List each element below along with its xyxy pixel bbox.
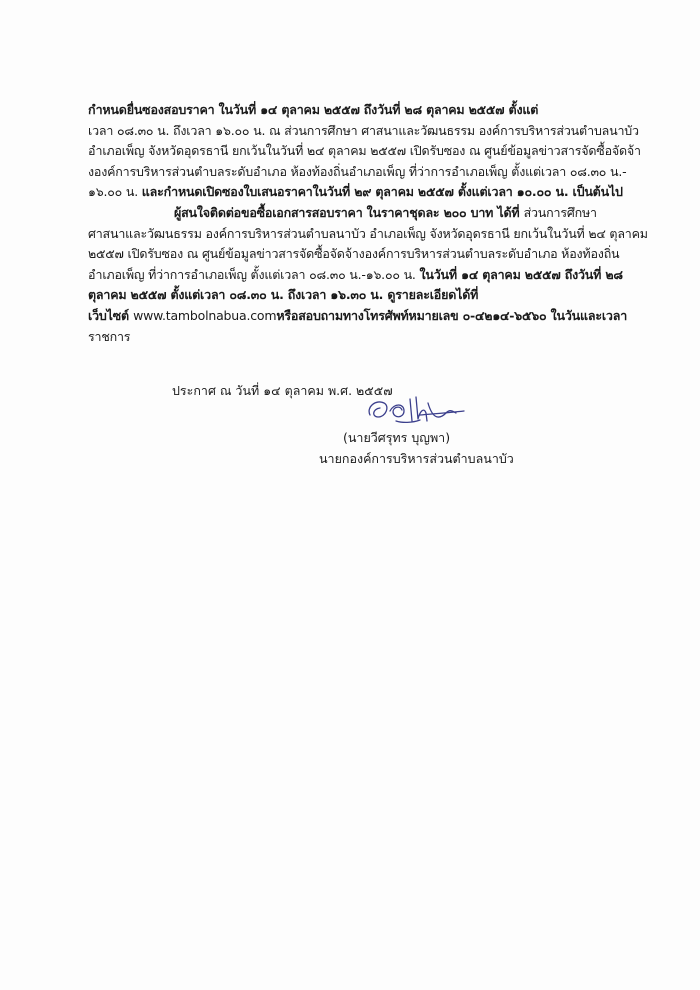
body-text-segment: ๑๖.๐๐ น. bbox=[88, 184, 142, 200]
body-text-segment: ส่วนการศึกษา bbox=[523, 204, 597, 220]
body-line bbox=[88, 306, 628, 327]
body-text-segment: กำหนดยื่นซองสอบราคา ในวันที่ ๑๔ ตุลาคม ๒๕๕๗ ถึงวันที่ ๒๘ ตุลาคม ๒๕๕๗ ตั้งแต่ bbox=[88, 102, 539, 117]
body-text-segment: ผู้สนใจติดต่อขอซื้อเอกสารสอบราคา ในราคาชุดละ ๒๐๐ บาท ได้ที่ bbox=[174, 204, 524, 220]
body-text-segment: www.tambolnabua.com bbox=[133, 307, 277, 323]
body-line bbox=[88, 141, 641, 162]
body-text-segment: เว็บไซต์ bbox=[88, 307, 134, 323]
body-text-segment: ในวันที่ ๑๔ ตุลาคม ๒๕๕๗ ถึงวันที่ ๒๘ bbox=[419, 266, 623, 282]
signer-name: (นายวีศรุทร บุญพา) bbox=[343, 430, 451, 445]
body-line bbox=[88, 121, 639, 142]
body-line bbox=[88, 265, 628, 286]
body-line bbox=[88, 285, 628, 306]
body-text-segment: ๒๕๕๗ เปิดรับซอง ณ ศูนย์ข้อมูลข่าวสารจัดซื้อจัดจ้างองค์การบริหารส่วนตำบลระดับอำเภอ ห้องท้องถิ่น bbox=[88, 246, 620, 262]
body-line bbox=[88, 327, 628, 348]
body-text-segment: อำเภอเพ็ญ ที่ว่าการอำเภอเพ็ญ ตั้งแต่เวลา ๐๘.๓๐ น.-๑๖.๐๐ น. bbox=[88, 266, 420, 282]
body-text-segment: งองค์การบริหารส่วนตำบลระดับอำเภอ ห้องท้องถิ่นอำเภอเพ็ญ ที่ว่าการอำเภอเพ็ญ ตั้งแต่เวลา ๐๘.๓๐ น.- bbox=[88, 163, 627, 179]
body-line bbox=[88, 182, 628, 203]
body-text-segment: เวลา ๐๘.๓๐ น. ถึงเวลา ๑๖.๐๐ น. ณ ส่วนการศึกษา ศาสนาและวัฒนธรรม องค์การบริหารส่วนตำบลนาบัว bbox=[88, 122, 639, 138]
handwritten-signature bbox=[360, 393, 470, 429]
announcement-body bbox=[88, 100, 648, 347]
body-text-segment: หรือสอบถามทางโทรศัพท์หมายเลข ๐-๔๒๑๔-๖๕๖๐ ในวันและเวลา bbox=[276, 307, 628, 323]
signer-title: นายกองค์การบริหารส่วนตำบลนาบัว bbox=[319, 451, 514, 466]
body-line bbox=[88, 100, 628, 121]
body-text-segment: ศาสนาและวัฒนธรรม องค์การบริหารส่วนตำบลนาบัว อำเภอเพ็ญ จังหวัดอุดรธานี ยกเว้นในวันที่ ๒๔ ตุลาคม bbox=[88, 225, 648, 241]
body-text-segment: ตุลาคม ๒๕๕๗ ตั้งแต่เวลา ๐๘.๓๐ น. ถึงเวลา ๑๖.๓๐ น. ดูรายละเอียดได้ที่ bbox=[88, 287, 479, 303]
announcement-date: ประกาศ ณ วันที่ ๑๔ ตุลาคม พ.ศ. ๒๕๕๗ bbox=[172, 383, 393, 398]
body-text-segment: ราชการ bbox=[88, 328, 131, 344]
body-line bbox=[88, 162, 628, 183]
body-line bbox=[88, 244, 628, 265]
body-text-segment: อำเภอเพ็ญ จังหวัดอุดรธานี ยกเว้นในวันที่ ๒๔ ตุลาคม ๒๕๕๗ เปิดรับซอง ณ ศูนย์ข้อมูลข่าวสารจัดซื้อจัดจ้า bbox=[88, 143, 641, 159]
body-line bbox=[88, 203, 628, 224]
body-line bbox=[88, 224, 648, 245]
body-text-segment: และกำหนดเปิดซองใบเสนอราคาในวันที่ ๒๙ ตุลาคม ๒๕๕๗ ตั้งแต่เวลา ๑๐.๐๐ น. เป็นต้นไป bbox=[141, 184, 623, 200]
